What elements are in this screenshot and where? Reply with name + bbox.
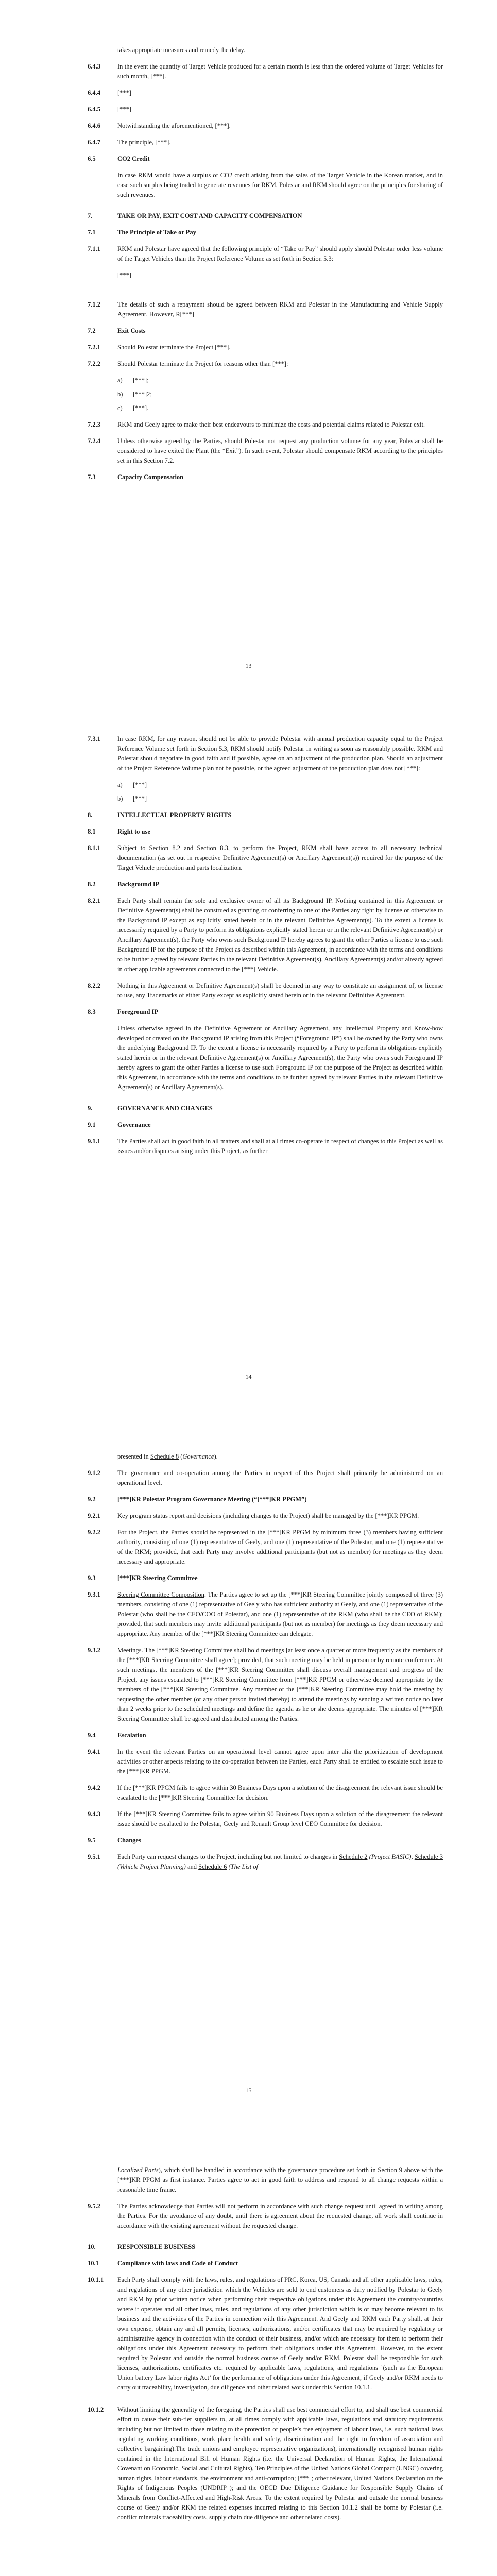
clause-text: In the event the relevant Parties on an operational level cannot agree upon inter alia the prioritization of development activities or other aspects relating to the co-operation between the Parties, each Party shall be entitled to escalate such issue to the [***]KR PPGM. [117,1748,443,1775]
section-title: The Principle of Take or Pay [117,229,196,236]
list-text: [***]2; [133,391,152,398]
clause-number: 10.1.1 [88,2276,104,2283]
schedule-8-link: Schedule 8 [150,1453,179,1460]
schedule-3-link: Schedule 3 [414,1853,443,1860]
section-number: 9.3 [88,1574,96,1582]
list-text: [***]. [133,404,149,412]
clause-number: 6.4.3 [88,63,100,70]
continued-prefix: presented in [117,1453,150,1460]
clause-text: Notwithstanding the aforementioned, [***]. [117,122,231,129]
clause-number: 6.4.5 [88,106,100,113]
section-number: 7. [88,212,93,219]
list-item [88,376,443,385]
section-10-1-heading [88,2259,443,2268]
clause-number: 8.1.1 [88,844,100,852]
section-number: 10.1 [88,2260,99,2267]
clause-6-4-4 [88,88,443,98]
clause-number: 7.2.4 [88,437,100,445]
clause-8-1-1 [88,843,443,873]
schedule-2-title: (Project BASIC), [367,1853,415,1860]
page-number: 14 [245,1373,252,1380]
section-title: Governance [117,1121,151,1128]
clause-7-2-4 [88,436,443,466]
continued-text [88,2165,443,2195]
clause-7-3-1 [88,734,443,773]
clause-text [117,1852,443,1872]
section-title: Background IP [117,880,160,888]
page-number: 15 [245,2087,252,2094]
clause-number: 9.3.2 [88,1647,100,1654]
section-number: 7.1 [88,229,96,236]
clause-number: 7.3.1 [88,735,100,742]
clause-text [117,1590,443,1639]
clause-9-5-1 [88,1852,443,1872]
section-number: 6.5 [88,155,96,162]
section-9-4-heading [88,1731,443,1740]
section-title: GOVERNANCE AND CHANGES [117,1105,213,1112]
list-text: [***]; [133,377,149,384]
clause-number: 10.1.2 [88,2406,104,2413]
clause-text: Without limiting the generality of the foregoing, the Parties shall use best commercial effort to, and shall use best commercial effort to cause their sub-tier suppliers to, at all times comply with applicable laws, regulations and statutory requirements including but not limited to those relating to the protection of people’s free enjoyment of labour laws, i.e. such national laws regulating working conditions, work place health and safety, discrimination and the right to freedom of association and collective bargaining).The trade unions and employee representative organizations), internationally recognised human rights contained in the International Bill of Human Rights (i.e. the Universal Declaration of Human Rights, the International Covenant on Economic, Social and Cultural Rights), Ten Principles of the United Nations Global Compact (UNGC) covering human rights, labour standards, the environment and anti-corruption; [***]; other relevant, United Nations Declaration on the Rights of Indigenous Peoples (UNDRIP ); and the OECD Due Diligence Guidance for Responsible Supply Chains of Minerals from Conflict-Affected and High-Risk Areas. To the extent required by Polestar and outside the normal business course of Geely and/or RKM the related expenses incurred relating to this Section 10.1.2 shall be borne by Polestar (i.e. conflict minerals traceability costs, supply chain due diligence and other related costs). [117,2406,443,2521]
clause-7-1-2 [88,300,443,319]
list-item [88,403,443,413]
section-7-2-heading [88,326,443,336]
schedule-2-link: Schedule 2 [339,1853,368,1860]
section-title: Changes [117,1837,141,1844]
clause-text: Should Polestar terminate the Project [***]. [117,344,231,351]
clause-7-2-1 [88,343,443,352]
clause-7-1-1 [88,244,443,264]
clause-6-4-6 [88,121,443,131]
clause-number: 7.1.1 [88,245,100,252]
section-8-1-heading [88,827,443,837]
clause-9-2-1 [88,1511,443,1521]
clause-text [117,1646,443,1724]
schedule-3-title: (Vehicle Project Planning) [117,1863,186,1870]
clause-text: RKM and Geely agree to make their best endeavours to minimize the costs and potential claims related to Polestar exit. [117,421,425,428]
clause-number: 6.4.4 [88,89,100,96]
list-label: a) [117,781,123,788]
clause-body: Each Party can request changes to the Project, including but not limited to changes in [117,1853,339,1860]
section-7-heading [88,211,443,221]
section-number: 8.3 [88,1008,96,1015]
section-9-2-heading [88,1495,443,1504]
clause-number: 6.4.7 [88,139,100,146]
clause-text: Each Party shall remain the sole and exclusive owner of all its Background IP. Nothing contained in this Agreement or Definitive Agreement(s) shall be construed as granting or conferring to one of the Parties any right by license or otherwise to the Background IP except as explicitly stated herein or in the relevant Definitive Agreement(s). To the extent a license is necessarily required by a Party to perform its obligations explicitly stated herein or in the relevant Definitive Agreement(s) or Ancillary Agreement(s), the Party who owns such Background IP hereby agrees to grant the other Parties a license to use such Background IP for the purpose of the Project as described within this Agreement, in accordance with the terms and conditions to be further agreed by relevant Parties in the relevant Definitive Agreement(s), Ancillary Agreement(s) and/or already agreed in other applicable agreements connected to the [***] Vehicle. [117,897,443,973]
page-13-content [88,45,443,489]
section-number: 10. [88,2243,96,2250]
redacted-text: [***] [117,272,132,279]
page-14-content [88,734,443,1163]
section-title: [***]KR Polestar Program Governance Meeting (“[***]KR PPGM”) [117,1496,307,1503]
clause-number: 9.4.1 [88,1748,100,1755]
section-title: Exit Costs [117,327,146,334]
list-label: b) [117,391,123,398]
clause-number: 6.4.6 [88,122,100,129]
clause-number: 9.1.1 [88,1138,100,1145]
clause-text: Each Party shall comply with the laws, rules, and regulations of PRC, Korea, US, Canada and all other applicable laws, rules, and regulations of any other jurisdiction which the Vehicles are sold to end customers as duly notified by Polestar to Geely and RKM by prior written notice when performing their respective obligations under this Agreement the country/countries where it operates and all other laws, rules, and regulations of any other jurisdiction which is or may become relevant to its business and the activities of the Parties in connection with this Agreement. And Geely and RKM each Party shall, at their own expense, obtain any and all permits, licenses, authorizations, and/or certificates that may be required by regulatory or administrative agency in connection with the conduct of their business, and/or which are necessary for them to perform their obligations under this Agreement necessary to perform their obligations under this Agreement. However, to the extent required by Polestar and outside the normal business course of Geely and/or RKM, Polestar shall be responsible for such licenses, authorizations, certificates etc. required by applicable laws, regulations, and regulations ’(such as the European Union battery Law labor rights Act’ for the performance of obligations under this Agreement, if Geely and/or RKM needs to carry out traceability, investigation, due diligence and other related work under this Section 10.1.1. [117,2276,443,2391]
clause-text: For the Project, the Parties should be represented in the [***]KR PPGM by minimum three (3) members having sufficient authority, consisting of one (1) representative of Geely, and one (1) representative of the Polestar, and one (1) representative of the RKM; provided, that each Party may involve additional participants (but not as member) for meetings as they deem necessary and appropriate. [117,1529,443,1565]
clause-text: Unless otherwise agreed by the Parties, should Polestar not request any production volume for any year, Polestar shall be considered to have exited the Plant (the “Exit”). In such event, Polestar should compensate RKM according to the principles set in this Section 7.2. [117,437,443,464]
section-10-heading [88,2242,443,2252]
clause-10-1-1 [88,2275,443,2393]
page-16-content [88,2165,443,2529]
list-label: a) [117,377,123,384]
section-number: 9.2 [88,1496,96,1503]
section-9-3-heading [88,1573,443,1583]
clause-body: . The [***]KR Steering Committee shall hold meetings [at least once a quarter or more frequently as the members of the [***]KR Steering Committee shall agree]; provided, that such meeting may be held in person or by remote conference. At such meetings, the members of the [***]KR Steering Committee shall discuss overall management and progress of the Project, any issues escalated to [***]KR Steering Committee from [***]KR PPGM or otherwise deemed appropriate by the members of the [***]KR Steering Committee. Any member of the [***]KR Steering Committee may hold the meeting by requesting the other member (or any other person invited thereby) to attend the meetings by sending a written notice no later than 2 weeks prior to the scheduled meetings and define the agenda as he or she deems appropriate. The minutes of [***]KR Steering Committee shall be agreed and distributed among the Parties. [117,1647,443,1722]
clause-9-2-2 [88,1528,443,1567]
section-title: Escalation [117,1732,146,1739]
section-8-2-heading [88,879,443,889]
clause-text: The principle, [***]. [117,139,171,146]
clause-subtitle: Steering Committee Composition [117,1591,204,1598]
list-text: [***] [133,795,147,802]
section-number: 8. [88,811,93,819]
clause-number: 9.5.2 [88,2202,100,2210]
clause-number: 9.4.2 [88,1784,100,1791]
page-15-content [88,1452,443,1878]
section-number: 8.2 [88,880,96,888]
clause-9-1-1 [88,1137,443,1156]
clause-9-4-2 [88,1783,443,1803]
clause-number: 8.2.1 [88,897,100,904]
page-14 [0,714,497,1427]
clause-number: 7.2.3 [88,421,100,428]
clause-number: 7.1.2 [88,301,100,308]
section-number: 8.1 [88,828,96,835]
section-title: CO2 Credit [117,155,150,162]
section-title: [***]KR Steering Committee [117,1574,198,1582]
clause-9-1-2 [88,1468,443,1488]
clause-text: If the [***]KR PPGM fails to agree within 30 Business Days upon a solution of the disagreement the relevant issue should be escalated to the [***]KR Steering Committee for decision. [117,1784,443,1801]
clause-9-3-2 [88,1646,443,1724]
section-title: Right to use [117,828,150,835]
section-7-1-heading [88,228,443,238]
section-title: Capacity Compensation [117,473,184,481]
clause-number: 9.2.1 [88,1512,100,1519]
section-9-heading [88,1104,443,1113]
intro-text: takes appropriate measures and remedy the delay. [117,46,246,54]
clause-7-2-2 [88,359,443,369]
list-item [88,780,443,790]
section-8-heading [88,810,443,820]
section-title: RESPONSIBLE BUSINESS [117,2243,196,2250]
page-number: 13 [245,662,252,669]
clause-6-4-7 [88,138,443,147]
clause-6-4-3 [88,62,443,81]
clause-text: Nothing in this Agreement or Definitive Agreement(s) shall be deemed in any way to constitute an assignment of, or license to use, any Trademarks of either Party except as explicitly stated herein or in the relevant Definitive Agreement. [117,982,443,999]
clause-8-2-1 [88,896,443,974]
section-9-1-heading [88,1120,443,1130]
section-number: 9. [88,1105,93,1112]
clause-text: [***] [117,89,132,96]
section-6-5-text: In case RKM would have a surplus of CO2 credit arising from the sales of the Target Vehicle in the Korean market, and in case such surplus being traded to generate revenues for RKM, Polestar and RKM should agree on the principles for sharing of such revenues. [117,172,443,198]
clause-text: Should Polestar terminate the Project for reasons other than [***]: [117,360,288,367]
list-item [88,794,443,804]
clause-text: The details of such a repayment should be agreed between RKM and Polestar in the Manufacturing and Vehicle Supply Agreement. However, R[***] [117,301,443,318]
clause-9-4-1 [88,1747,443,1776]
continued-end: ). [214,1453,218,1460]
governance-italic: Governance [182,1453,214,1460]
section-8-3-heading [88,1007,443,1017]
clause-text: Key program status report and decisions (including changes to the Project) shall be managed by the [***]KR PPGM. [117,1512,419,1519]
section-9-5-heading [88,1836,443,1845]
clause-number: 9.4.3 [88,1810,100,1818]
localized-parts-italic: Localized Parts [117,2166,159,2174]
continued-text [88,1452,443,1462]
clause-number: 9.3.1 [88,1591,100,1598]
clause-body: and [185,1863,199,1870]
section-title: INTELLECTUAL PROPERTY RIGHTS [117,811,232,819]
section-8-3-text: Unless otherwise agreed in the Definitive Agreement or Ancillary Agreement, any Intellectual Property and Know-how developed or created on the Background IP arising from this Project (“Foreground IP”) shall be owned by the Party who owns the underlying Background IP. To the extent a license is necessarily required by a Party to perform its obligations explicitly stated herein or in the relevant Definitive Agreement(s) or Ancillary Agreement(s), the Party who owns such Foreground IP hereby agrees to grant the other Parties a license to use such Foreground IP for the purpose of the Project as described within this Agreement, in accordance with the terms and conditions to be further agreed by relevant Parties in the relevant Definitive Agreement(s) or Ancillary Agreement(s). [117,1025,443,1091]
clause-text: In the event the quantity of Target Vehicle produced for a certain month is less than the ordered volume of Target Vehicles for such month, [***]. [117,63,443,80]
page-13 [0,0,497,714]
clause-8-2-2 [88,981,443,1001]
clause-text: The Parties acknowledge that Parties will not perform in accordance with such change request until agreed in writing among the Parties. For the avoidance of any doubt, until there is agreement about the requested change, all work shall continue in accordance with the existing agreement without the requested change. [117,2202,443,2229]
clause-text: If the [***]KR Steering Committee fails to agree within 90 Business Days upon a solution of the disagreement the relevant issue should be escalated to the Polestar, Geely and Renault Group level CEO Committee for decision. [117,1810,443,1827]
clause-number: 9.2.2 [88,1529,100,1536]
continued-body: ), which shall be handled in accordance with the governance procedure set forth in Section 9 above with the [***]KR PPGM as first instance. Parties agree to act in good faith to address and respond to all change requests within a reasonable time frame. [117,2166,443,2193]
schedule-6-link: Schedule 6 [198,1863,227,1870]
clause-number: 8.2.2 [88,982,100,989]
clause-number: 7.2.1 [88,344,100,351]
clause-9-3-1 [88,1590,443,1639]
section-title: TAKE OR PAY, EXIT COST AND CAPACITY COMPENSATION [117,212,302,219]
clause-6-4-5 [88,105,443,114]
section-title: Compliance with laws and Code of Conduct [117,2260,238,2267]
section-number: 9.1 [88,1121,96,1128]
clause-9-4-3 [88,1809,443,1829]
clause-text: The governance and co-operation among the Parties in respect of this Project shall primarily be administered on an operational level. [117,1469,443,1486]
clause-text: In case RKM, for any reason, should not be able to provide Polestar with annual production capacity equal to the Project Reference Volume set forth in Section 5.3, RKM should notify Polestar in writing as soon as reasonably possible. RKM and Polestar should negotiate in good faith and if possible, agree on an adjustment of the production plan. Should an adjustment of the Project Reference Volume plan not be possible, or the agreed adjustment of the production plan does not [***]: [117,735,443,772]
clause-subtitle: Meetings [117,1647,142,1654]
section-6-5-heading [88,154,443,164]
list-label: c) [117,404,123,412]
section-number: 7.2 [88,327,96,334]
clause-number: 7.2.2 [88,360,100,367]
list-text: [***] [133,781,147,788]
section-7-3-heading [88,472,443,482]
section-number: 9.5 [88,1837,96,1844]
clause-text: [***] [117,106,132,113]
clause-text: Subject to Section 8.2 and Section 8.3, to perform the Project, RKM shall have access to all necessary technical documentation (as set out in respective Definitive Agreement(s) or Ancillary Agreement(s)) required for the purpose of the Target Vehicle production and parts localization. [117,844,443,871]
page-16 [0,2141,497,2576]
page-15 [0,1427,497,2141]
continued-paren: ( [179,1453,183,1460]
schedule-6-title: (The List of [227,1863,259,1870]
clause-text: The Parties shall act in good faith in all matters and shall at all times co-operate in respect of changes to this Project as well as issues and/or disputes arising under this Project, as further [117,1138,443,1155]
clause-body: . The Parties agree to set up the [***]KR Steering Committee jointly composed of three (3) members, consisting of one (1) representative of Geely who has sufficient authority at Geely, and one (1) representative of the Polestar (who shall be the CEO/COO of Polestar), and one (1) representative of the RKM (who shall be the CEO of RKM); provided, that such members may invite additional participants (but not as member) for meetings as they deem necessary and appropriate. Any member of the [***]KR Steering Committee can delegate. [117,1591,443,1637]
clause-number: 9.1.2 [88,1469,100,1477]
list-item [88,389,443,399]
section-title: Foreground IP [117,1008,159,1015]
section-number: 7.3 [88,473,96,481]
clause-9-5-2 [88,2201,443,2231]
clause-number: 9.5.1 [88,1853,100,1860]
clause-text: RKM and Polestar have agreed that the following principle of “Take or Pay” should apply should Polestar order less volume of the Target Vehicles than the Project Reference Volume as set forth in Section 5.3: [117,245,443,262]
section-number: 9.4 [88,1732,96,1739]
list-label: b) [117,795,123,802]
clause-7-2-3 [88,420,443,430]
clause-10-1-2 [88,2405,443,2522]
